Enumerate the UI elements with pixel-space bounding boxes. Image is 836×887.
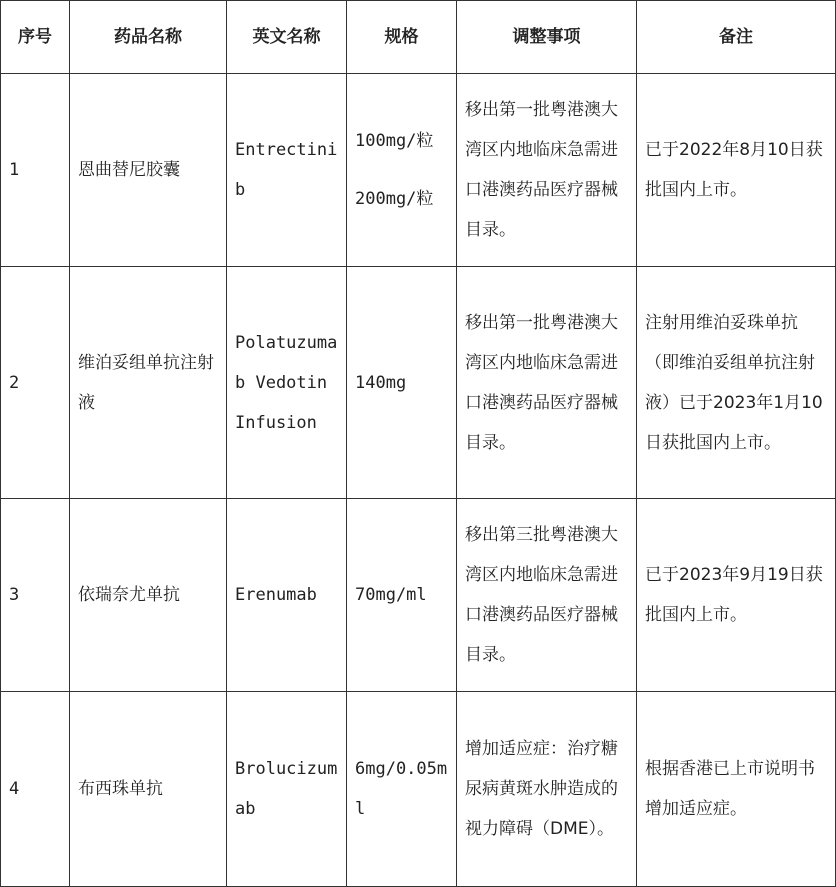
table-header-row bbox=[1, 1, 836, 74]
table-row bbox=[1, 74, 836, 267]
adjustment-item: 移出第三批粤港澳大湾区内地临床急需进口港澳药品医疗器械目录。 bbox=[457, 499, 637, 692]
table-row bbox=[1, 267, 836, 499]
drug-spec: 140mg bbox=[347, 267, 457, 499]
drug-name-en: Erenumab bbox=[227, 499, 347, 692]
adjustment-item: 移出第一批粤港澳大湾区内地临床急需进口港澳药品医疗器械目录。 bbox=[457, 267, 637, 499]
spec-line: 200mg/粒 bbox=[355, 189, 434, 209]
table-row bbox=[1, 692, 836, 887]
row-index: 1 bbox=[1, 74, 70, 267]
header-spec: 规格 bbox=[347, 1, 457, 74]
drug-name-cn: 依瑞奈尤单抗 bbox=[70, 499, 227, 692]
drug-spec bbox=[347, 74, 457, 267]
table-row bbox=[1, 499, 836, 692]
row-index: 2 bbox=[1, 267, 70, 499]
remark: 根据香港已上市说明书增加适应症。 bbox=[637, 692, 836, 887]
drug-name-en: Polatuzumab Vedotin Infusion bbox=[227, 267, 347, 499]
drug-name-cn: 布西珠单抗 bbox=[70, 692, 227, 887]
drug-spec: 70mg/ml bbox=[347, 499, 457, 692]
header-remark: 备注 bbox=[637, 1, 836, 74]
header-name-en: 英文名称 bbox=[227, 1, 347, 74]
adjustment-item: 移出第一批粤港澳大湾区内地临床急需进口港澳药品医疗器械目录。 bbox=[457, 74, 637, 267]
spec-line: 100mg/粒 bbox=[355, 131, 434, 151]
header-index: 序号 bbox=[1, 1, 70, 74]
drug-name-en: Entrectinib bbox=[227, 74, 347, 267]
drug-name-cn: 恩曲替尼胶囊 bbox=[70, 74, 227, 267]
drug-name-cn: 维泊妥组单抗注射液 bbox=[70, 267, 227, 499]
drug-spec: 6mg/0.05ml bbox=[347, 692, 457, 887]
remark: 注射用维泊妥珠单抗（即维泊妥组单抗注射液）已于2023年1月10日获批国内上市。 bbox=[637, 267, 836, 499]
remark: 已于2022年8月10日获批国内上市。 bbox=[637, 74, 836, 267]
row-index: 4 bbox=[1, 692, 70, 887]
drug-name-en: Brolucizumab bbox=[227, 692, 347, 887]
row-index: 3 bbox=[1, 499, 70, 692]
adjustment-item: 增加适应症：治疗糖尿病黄斑水肿造成的视力障碍（DME）。 bbox=[457, 692, 637, 887]
remark: 已于2023年9月19日获批国内上市。 bbox=[637, 499, 836, 692]
header-name-cn: 药品名称 bbox=[70, 1, 227, 74]
header-adjustment: 调整事项 bbox=[457, 1, 637, 74]
